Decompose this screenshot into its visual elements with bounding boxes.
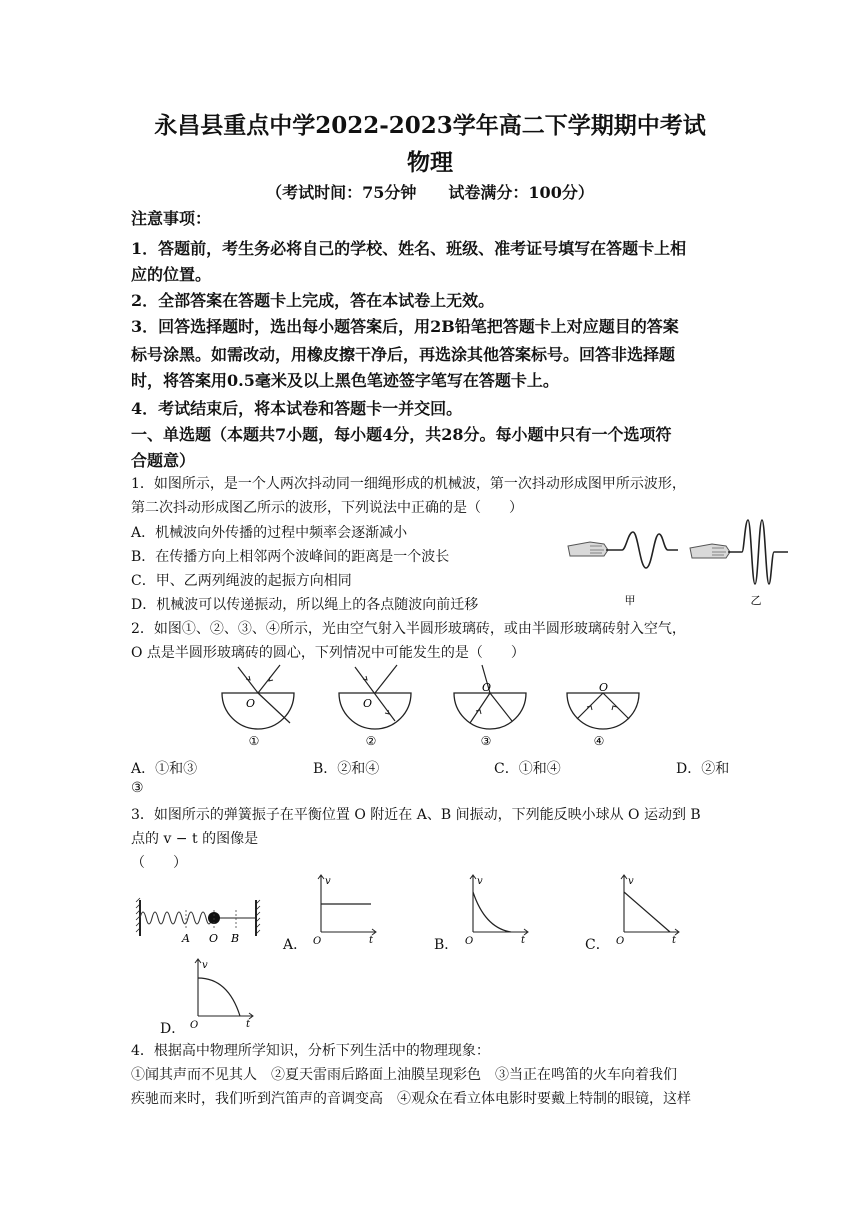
axis-o: O (313, 936, 322, 947)
spring-label-b: B (231, 932, 240, 945)
q2-option-d-wrap: ③ (131, 780, 144, 796)
spring-label-a: A (182, 932, 190, 945)
notice-line: 时，将答案用0.5毫米及以上黑色笔迹签字笔写在答题卡上。 (131, 371, 559, 390)
subject-title: 物理 (407, 149, 453, 176)
wave-jia (606, 532, 678, 568)
notice-line: 标号涂黑。如需改动，用橡皮擦干净后，再选涂其他答案标号。回答非选择题 (131, 345, 676, 364)
axis-o: O (616, 936, 625, 947)
q3-graph-c (614, 872, 684, 946)
exam-title: 永昌县重点中学2022-2023学年高二下学期期中考试 (154, 112, 706, 139)
q3-spring-figure (136, 890, 264, 948)
axis-t: t (521, 935, 526, 946)
q3-stem: （ ） (131, 855, 187, 871)
q2-stem: 2．如图①、②、③、④所示，光由空气射入半圆形玻璃砖，或由半圆形玻璃砖射入空气， (131, 621, 686, 637)
q3-option-c-label: C． (585, 937, 610, 953)
q2-figure (210, 663, 650, 753)
axis-t: t (369, 935, 374, 946)
q4-stem: 4．根据高中物理所学知识，分析下列生活中的物理现象： (131, 1043, 490, 1059)
hand-jia-icon (568, 542, 608, 556)
q2-option-d: D．②和 (676, 761, 730, 777)
axis-t: t (672, 935, 677, 946)
axis-o: O (465, 936, 474, 947)
notice-line: 4．考试结束后，将本试卷和答题卡一并交回。 (131, 399, 463, 418)
exam-info: （考试时间：75分钟 试卷满分：100分） (266, 183, 594, 202)
q2-option-c: C．①和④ (494, 761, 561, 777)
q1-label-jia: 甲 (624, 594, 636, 607)
q2-o-label: O (599, 681, 609, 694)
section-heading: 合题意） (131, 451, 196, 470)
axis-o: O (190, 1020, 199, 1031)
axis-v: v (477, 876, 483, 887)
notice-line: 2．全部答案在答题卡上完成，答在本试卷上无效。 (131, 291, 495, 310)
q2-diagram-2 (339, 665, 411, 748)
notice-heading: 注意事项： (131, 209, 212, 228)
axis-v: v (628, 876, 634, 887)
q3-option-d-label: D． (160, 1021, 186, 1037)
spring-label-o: O (209, 932, 219, 945)
q1-option-a: A．机械波向外传播的过程中频率会逐渐减小 (131, 525, 408, 541)
q2-stem: O 点是半圆形玻璃砖的圆心，下列情况中可能发生的是（ ） (131, 645, 525, 661)
q1-wave-figure (560, 512, 790, 608)
q2-diagram-3 (454, 665, 526, 748)
notice-line: 3．回答选择题时，选出每小题答案后，用2B铅笔把答题卡上对应题目的答案 (131, 317, 679, 336)
q2-diagram-4 (567, 681, 639, 748)
q2-fig-label-3: ③ (480, 734, 492, 748)
q1-option-d: D．机械波可以传递振动，所以绳上的各点随波向前迁移 (131, 597, 479, 613)
q2-o-label: O (363, 697, 373, 710)
q2-option-a: A．①和③ (131, 761, 198, 777)
q1-stem: 第二次抖动形成图乙所示的波形，下列说法中正确的是（ ） (131, 500, 523, 516)
q3-stem: 点的 v − t 的图像是 (131, 831, 259, 847)
wave-yi (728, 520, 788, 584)
q1-stem: 1．如图所示，是一个人两次抖动同一细绳形成的机械波，第一次抖动形成图甲所示波形， (131, 476, 686, 492)
q2-diagram-1 (222, 665, 294, 748)
q2-fig-label-1: ① (248, 734, 260, 748)
q3-option-b-label: B． (434, 937, 459, 953)
axis-v: v (202, 960, 208, 971)
hand-yi-icon (690, 544, 730, 558)
q2-fig-label-4: ④ (593, 734, 605, 748)
q1-label-yi: 乙 (750, 594, 762, 607)
q3-option-a-label: A． (283, 937, 308, 953)
q2-fig-label-2: ② (365, 734, 377, 748)
q4-stem: ①闻其声而不见其人 ②夏天雷雨后路面上油膜呈现彩色 ③当正在鸣笛的火车向着我们 (131, 1067, 677, 1083)
q2-o-label: O (246, 697, 256, 710)
notice-line: 应的位置。 (131, 265, 212, 284)
axis-v: v (325, 876, 331, 887)
section-heading: 一、单选题（本题共7小题，每小题4分，共28分。每小题中只有一个选项符 (131, 425, 672, 444)
axis-t: t (246, 1019, 251, 1030)
q3-graph-b (463, 872, 533, 946)
q1-option-b: B．在传播方向上相邻两个波峰间的距离是一个波长 (131, 549, 450, 565)
q3-stem: 3．如图所示的弹簧振子在平衡位置 O 附近在 A、B 间振动，下列能反映小球从 O 运动到 B (131, 807, 701, 823)
q1-option-c: C．甲、乙两列绳波的起振方向相同 (131, 573, 352, 589)
q4-stem: 疾驰而来时，我们听到汽笛声的音调变高 ④观众在看立体电影时要戴上特制的眼镜，这样 (131, 1091, 691, 1107)
q3-graph-d (188, 956, 258, 1030)
q2-option-b: B．②和④ (313, 761, 380, 777)
q2-o-label: O (482, 681, 492, 694)
q3-graph-a (311, 872, 381, 946)
notice-line: 1．答题前，考生务必将自己的学校、姓名、班级、准考证号填写在答题卡上相 (131, 239, 687, 258)
